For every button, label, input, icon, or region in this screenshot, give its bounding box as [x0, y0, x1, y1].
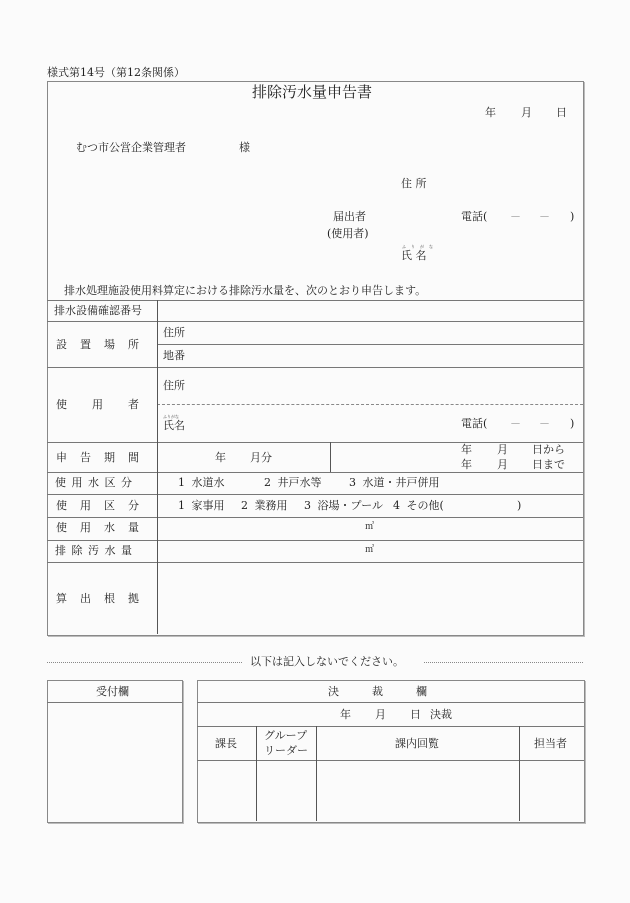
applicant-name-label: 氏 名 — [401, 249, 427, 262]
user-phone-label: 電話( — [461, 417, 488, 430]
confirm-number-label: 排水設備確認番号 — [54, 304, 142, 317]
addressee: むつ市公営企業管理者 — [76, 141, 186, 154]
approval-date-day: 日 — [410, 708, 421, 721]
water-type-option-2[interactable]: 2 井戸水等 — [264, 476, 322, 489]
use-type-option-4-close: ) — [517, 499, 522, 512]
period-to-day: 日まで — [532, 458, 565, 471]
user-address-label: 住所 — [163, 379, 185, 392]
use-type-option-1[interactable]: 1 家事用 — [178, 499, 225, 512]
use-type-option-3[interactable]: 3 浴場・プール — [304, 499, 383, 512]
divider-note: 以下は記入しないでください。 — [250, 655, 404, 668]
applicant-role-label: 届出者 — [333, 210, 366, 223]
column-circulation: 課内回覧 — [395, 737, 439, 750]
date-day: 日 — [556, 106, 567, 119]
period-to-month: 月 — [497, 458, 508, 471]
user-phone-dash-2: － — [539, 417, 550, 430]
period-from-year: 年 — [461, 443, 472, 456]
column-group-leader-line2: リーダー — [264, 744, 308, 757]
applicant-name-ruby: ふりがな — [402, 244, 438, 249]
confirm-number-field[interactable] — [158, 301, 582, 321]
column-group-leader-line1: グループ — [264, 729, 308, 742]
user-label: 使 用 者 — [56, 398, 140, 411]
period-from-day: 日から — [532, 443, 565, 456]
applicant-phone-close: ) — [570, 210, 575, 223]
applicant-role-sub-label: (使用者) — [327, 227, 369, 240]
basis-field[interactable] — [158, 563, 582, 633]
use-type-option-4[interactable]: 4 その他( — [393, 499, 444, 512]
user-name-ruby: ふりがな — [163, 414, 179, 419]
user-phone-close: ) — [570, 417, 575, 430]
use-type-option-2[interactable]: 2 業務用 — [241, 499, 288, 512]
water-type-option-1[interactable]: 1 水道水 — [178, 476, 225, 489]
user-name-label: 氏名 — [163, 419, 185, 432]
period-month-part: 月分 — [250, 451, 272, 464]
date-year: 年 — [485, 106, 496, 119]
form-number: 様式第14号（第12条関係） — [47, 66, 185, 79]
approval-date-year: 年 — [340, 708, 351, 721]
receipt-label: 受付欄 — [96, 685, 129, 698]
period-from-month: 月 — [497, 443, 508, 456]
location-label: 設 置 場 所 — [56, 338, 140, 351]
sewage-volume-label: 排 除 汚 水 量 — [55, 544, 133, 557]
user-phone-dash-1: － — [510, 417, 521, 430]
applicant-phone-label: 電話( — [461, 210, 488, 223]
period-year: 年 — [215, 451, 226, 464]
form-title: 排除汚水量申告書 — [252, 83, 373, 101]
sewage-volume-unit: ㎥ — [365, 545, 375, 555]
approval-date-suffix: 決裁 — [430, 708, 452, 721]
water-type-label: 使 用 水 区 分 — [55, 476, 133, 489]
honorific: 様 — [239, 141, 250, 154]
location-lot-label: 地番 — [163, 349, 185, 362]
use-type-label: 使 用 区 分 — [56, 499, 140, 512]
basis-label: 算 出 根 拠 — [56, 592, 140, 605]
water-volume-unit: ㎥ — [365, 522, 375, 532]
date-month: 月 — [521, 106, 532, 119]
period-label: 申 告 期 間 — [56, 451, 140, 464]
water-volume-label: 使 用 水 量 — [56, 521, 140, 534]
applicant-address-label: 住 所 — [401, 177, 427, 190]
divider-left — [47, 662, 242, 663]
location-address-label: 住所 — [163, 326, 185, 339]
water-type-option-3[interactable]: 3 水道・井戸併用 — [349, 476, 440, 489]
divider-right — [424, 662, 583, 663]
statement: 排水処理施設使用料算定における排除汚水量を、次のとおり申告します。 — [64, 284, 427, 297]
applicant-phone-dash-2: － — [539, 210, 550, 223]
applicant-phone-dash-1: － — [510, 210, 521, 223]
approval-date-month: 月 — [375, 708, 386, 721]
period-to-year: 年 — [461, 458, 472, 471]
column-staff: 担当者 — [534, 737, 567, 750]
approval-label: 決 裁 欄 — [328, 685, 427, 698]
column-section-chief: 課長 — [215, 737, 237, 750]
